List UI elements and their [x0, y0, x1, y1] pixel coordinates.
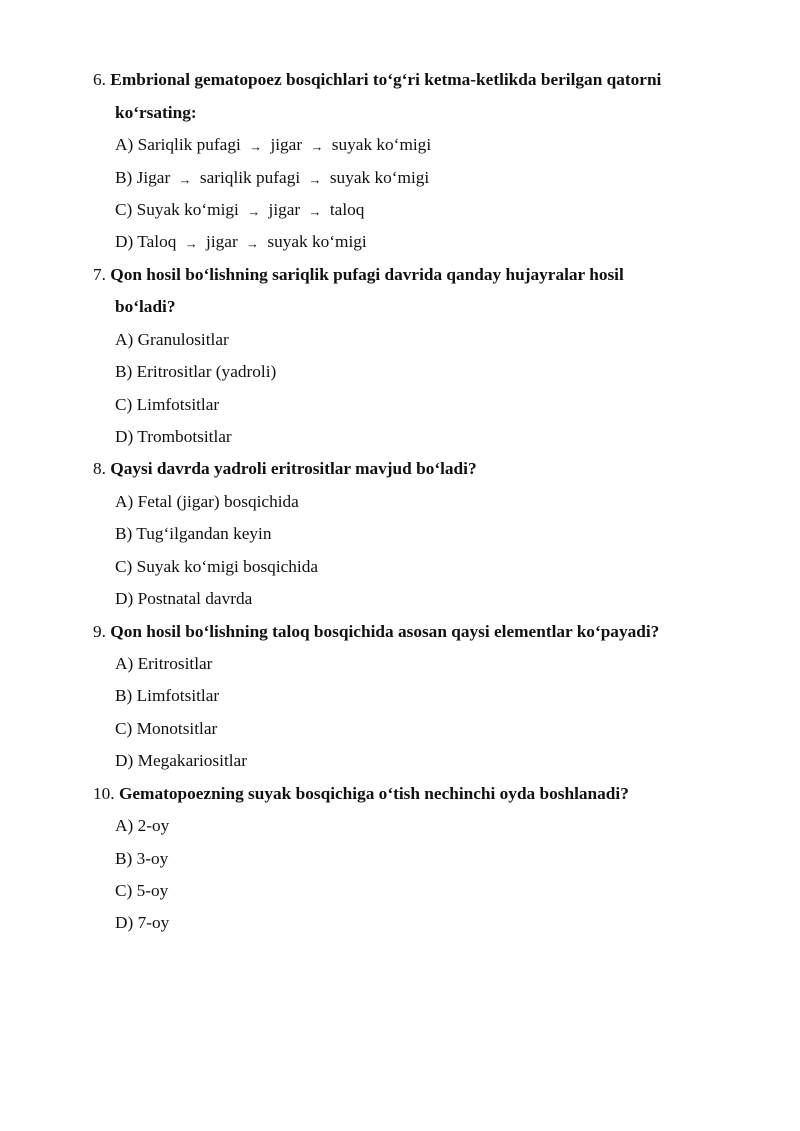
option-label: B) [115, 524, 133, 543]
option-text: Megakariositlar [137, 751, 247, 770]
option-text: Postnatal davrda [137, 589, 253, 608]
option-label: A) [115, 330, 134, 349]
option-part: suyak ko‘migi [267, 232, 367, 251]
option-text: Monotsitlar [136, 719, 218, 738]
question-6-title-line-2 [115, 103, 197, 123]
option-c [115, 881, 168, 901]
option-text: Trombotsitlar [137, 427, 232, 446]
option-text: Granulositlar [137, 330, 229, 349]
option-part: taloq [329, 200, 365, 219]
arrow-right-icon: → [246, 236, 260, 251]
question-6-title-line-1 [93, 70, 661, 90]
option-part: suyak ko‘migi [329, 168, 430, 187]
option-part: Jigar [136, 168, 171, 187]
option-text: Eritrositlar [137, 654, 213, 673]
option-label: A) [115, 654, 134, 673]
option-c [115, 395, 219, 415]
option-label: A) [115, 135, 134, 154]
option-b [115, 168, 429, 189]
option-a [115, 330, 229, 350]
question-text: Qaysi davrda yadroli eritrositlar mavjud bo‘ladi? [110, 459, 477, 478]
option-d [115, 913, 169, 933]
option-text: Limfotsitlar [136, 686, 220, 705]
question-text-continued: bo‘ladi? [115, 297, 176, 316]
option-label: B) [115, 849, 133, 868]
option-c [115, 557, 318, 577]
option-text: Tug‘ilgandan keyin [136, 524, 272, 543]
option-a [115, 492, 299, 512]
arrow-right-icon: → [184, 236, 198, 251]
option-part: suyak ko‘migi [331, 135, 432, 154]
option-part: Sariqlik pufagi [137, 135, 241, 154]
question-number: 6. [93, 70, 106, 89]
option-text: 7-oy [137, 913, 170, 932]
option-label: C) [115, 881, 133, 900]
question-number: 8. [93, 459, 106, 478]
option-text: 3-oy [136, 849, 169, 868]
option-c [115, 200, 364, 221]
question-7-title-line-1 [93, 265, 624, 285]
option-text: Limfotsitlar [136, 395, 220, 414]
question-10-title [93, 784, 629, 804]
option-label: A) [115, 492, 134, 511]
question-text: Qon hosil bo‘lishning sariqlik pufagi davrida qanday hujayralar hosil [110, 265, 624, 284]
option-b [115, 849, 168, 869]
option-b [115, 524, 272, 544]
option-text: 5-oy [136, 881, 169, 900]
arrow-right-icon: → [249, 139, 263, 154]
option-label: C) [115, 395, 133, 414]
arrow-right-icon: → [308, 172, 322, 187]
arrow-right-icon: → [308, 204, 322, 219]
option-label: D) [115, 232, 134, 251]
option-part: jigar [270, 135, 303, 154]
option-d [115, 751, 247, 771]
option-label: D) [115, 751, 134, 770]
option-label: C) [115, 557, 133, 576]
option-label: C) [115, 200, 133, 219]
question-number: 10. [93, 784, 115, 803]
option-label: A) [115, 816, 134, 835]
option-part: Suyak ko‘migi [136, 200, 239, 219]
option-a [115, 135, 431, 156]
option-label: D) [115, 913, 134, 932]
option-label: D) [115, 589, 134, 608]
option-d [115, 427, 232, 447]
option-a [115, 816, 169, 836]
option-label: B) [115, 362, 133, 381]
option-part: jigar [206, 232, 238, 251]
arrow-right-icon: → [247, 204, 261, 219]
question-number: 7. [93, 265, 106, 284]
option-text: 2-oy [137, 816, 170, 835]
option-text: Eritrositlar (yadroli) [136, 362, 277, 381]
question-text: Qon hosil bo‘lishning taloq bosqichida asosan qaysi elementlar ko‘payadi? [110, 622, 660, 641]
option-label: B) [115, 686, 133, 705]
option-part: Taloq [137, 232, 177, 251]
question-text: Gematopoezning suyak bosqichiga o‘tish nechinchi oyda boshlanadi? [118, 784, 629, 803]
question-number: 9. [93, 622, 106, 641]
option-d [115, 589, 252, 609]
option-text: Fetal (jigar) bosqichida [137, 492, 299, 511]
option-part: jigar [268, 200, 301, 219]
option-part: sariqlik pufagi [199, 168, 301, 187]
question-text: Embrional gematopoez bosqichlari to‘g‘ri ketma-ketlikda berilgan qatorni [110, 70, 662, 89]
option-label: B) [115, 168, 133, 187]
option-text: Suyak ko‘migi bosqichida [136, 557, 319, 576]
arrow-right-icon: → [310, 139, 324, 154]
question-text-continued: ko‘rsating: [115, 103, 197, 122]
option-label: D) [115, 427, 134, 446]
option-c [115, 719, 217, 739]
option-d [115, 232, 367, 253]
option-b [115, 362, 276, 382]
option-b [115, 686, 219, 706]
question-9-title [93, 622, 659, 642]
option-label: C) [115, 719, 133, 738]
question-8-title [93, 459, 477, 479]
option-a [115, 654, 212, 674]
question-7-title-line-2 [115, 297, 176, 317]
arrow-right-icon: → [178, 172, 192, 187]
